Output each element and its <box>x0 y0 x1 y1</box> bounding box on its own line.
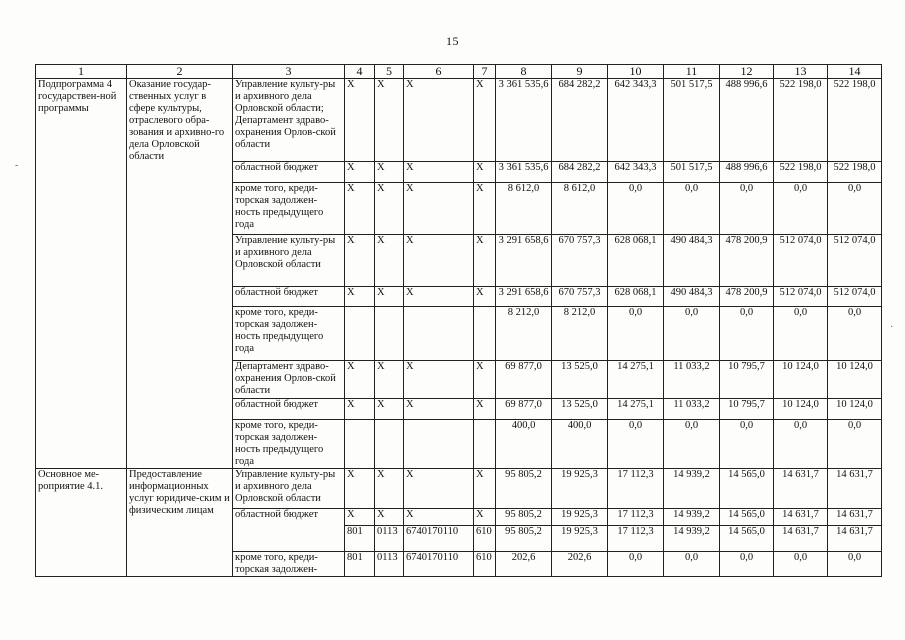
amount-cell: 14 631,7 <box>828 469 882 509</box>
amount-cell: 11 033,2 <box>664 399 720 420</box>
amount-cell: 3 291 658,6 <box>496 287 552 307</box>
amount-cell: 14 565,0 <box>720 469 774 509</box>
amount-cell: 628 068,1 <box>608 235 664 287</box>
funding-source-cell: кроме того, креди-торская задолжен-ность предыдущего года <box>233 183 345 235</box>
budget-code-cell <box>474 307 496 361</box>
amount-cell: 512 074,0 <box>774 287 828 307</box>
amount-cell: 642 343,3 <box>608 162 664 183</box>
budget-code-cell: 801 <box>345 526 375 552</box>
column-header-8: 8 <box>496 65 552 79</box>
amount-cell: 17 112,3 <box>608 509 664 526</box>
amount-cell: 0,0 <box>664 183 720 235</box>
budget-code-cell: X <box>474 361 496 399</box>
budget-code-cell: X <box>375 469 404 509</box>
column-header-12: 12 <box>720 65 774 79</box>
budget-code-cell <box>345 307 375 361</box>
amount-cell: 10 795,7 <box>720 361 774 399</box>
budget-code-cell: X <box>375 399 404 420</box>
amount-cell: 10 124,0 <box>774 361 828 399</box>
amount-cell: 0,0 <box>608 552 664 577</box>
amount-cell: 0,0 <box>720 307 774 361</box>
amount-cell: 512 074,0 <box>828 287 882 307</box>
amount-cell: 0,0 <box>608 307 664 361</box>
amount-cell: 0,0 <box>720 183 774 235</box>
scan-mark: - <box>15 160 19 171</box>
amount-cell: 0,0 <box>828 183 882 235</box>
amount-cell: 0,0 <box>664 307 720 361</box>
amount-cell: 13 525,0 <box>552 399 608 420</box>
amount-cell: 0,0 <box>664 552 720 577</box>
amount-cell: 0,0 <box>608 183 664 235</box>
column-header-9: 9 <box>552 65 608 79</box>
funding-source-cell: областной бюджет <box>233 162 345 183</box>
amount-cell: 11 033,2 <box>664 361 720 399</box>
budget-code-cell: 6740170110 <box>404 526 474 552</box>
program-description-cell: Оказание государ-ственных услуг в сфере культуры, отраслевого обра-зования и архивно-го дела Орловской области <box>127 79 233 469</box>
amount-cell: 69 877,0 <box>496 399 552 420</box>
amount-cell: 3 361 535,6 <box>496 162 552 183</box>
budget-code-cell: X <box>474 399 496 420</box>
amount-cell: 490 484,3 <box>664 235 720 287</box>
column-header-13: 13 <box>774 65 828 79</box>
amount-cell: 0,0 <box>608 420 664 469</box>
amount-cell: 14 631,7 <box>774 526 828 552</box>
amount-cell: 8 612,0 <box>552 183 608 235</box>
budget-code-cell: X <box>375 162 404 183</box>
amount-cell: 501 517,5 <box>664 162 720 183</box>
amount-cell: 0,0 <box>774 420 828 469</box>
amount-cell: 478 200,9 <box>720 287 774 307</box>
budget-code-cell: X <box>404 162 474 183</box>
amount-cell: 14 631,7 <box>774 469 828 509</box>
budget-code-cell: X <box>345 235 375 287</box>
budget-code-cell <box>345 420 375 469</box>
funding-source-cell: Управление культу-ры и архивного дела Орловской области <box>233 469 345 509</box>
amount-cell: 95 805,2 <box>496 526 552 552</box>
budget-code-cell: X <box>345 162 375 183</box>
budget-code-cell: X <box>474 235 496 287</box>
budget-code-cell <box>375 307 404 361</box>
header-row <box>36 65 882 79</box>
budget-code-cell: 610 <box>474 526 496 552</box>
column-header-14: 14 <box>828 65 882 79</box>
amount-cell: 490 484,3 <box>664 287 720 307</box>
budget-code-cell: X <box>474 509 496 526</box>
amount-cell: 522 198,0 <box>774 162 828 183</box>
amount-cell: 14 275,1 <box>608 361 664 399</box>
amount-cell: 522 198,0 <box>774 79 828 162</box>
budget-code-cell <box>375 420 404 469</box>
amount-cell: 8 212,0 <box>496 307 552 361</box>
amount-cell: 0,0 <box>828 420 882 469</box>
budget-code-cell: X <box>375 287 404 307</box>
budget-code-cell: X <box>345 469 375 509</box>
program-cell: Основное ме-роприятие 4.1. <box>36 469 127 577</box>
column-header-1: 1 <box>36 65 127 79</box>
column-header-11: 11 <box>664 65 720 79</box>
budget-code-cell: X <box>474 183 496 235</box>
amount-cell: 0,0 <box>720 420 774 469</box>
page-number: 15 <box>446 34 459 48</box>
amount-cell: 512 074,0 <box>828 235 882 287</box>
amount-cell: 14 631,7 <box>828 526 882 552</box>
column-header-4: 4 <box>345 65 375 79</box>
amount-cell: 202,6 <box>496 552 552 577</box>
budget-code-cell: X <box>404 509 474 526</box>
budget-code-cell: X <box>345 509 375 526</box>
amount-cell: 14 631,7 <box>828 509 882 526</box>
column-header-7: 7 <box>474 65 496 79</box>
amount-cell: 8 612,0 <box>496 183 552 235</box>
budget-code-cell: X <box>474 287 496 307</box>
amount-cell: 670 757,3 <box>552 287 608 307</box>
amount-cell: 0,0 <box>828 552 882 577</box>
funding-source-cell: областной бюджет <box>233 509 345 552</box>
amount-cell: 488 996,6 <box>720 162 774 183</box>
amount-cell: 3 291 658,6 <box>496 235 552 287</box>
budget-code-cell: X <box>404 79 474 162</box>
amount-cell: 10 795,7 <box>720 399 774 420</box>
budget-table <box>35 64 882 577</box>
amount-cell: 14 939,2 <box>664 509 720 526</box>
budget-code-cell: X <box>474 469 496 509</box>
funding-source-cell: областной бюджет <box>233 399 345 420</box>
amount-cell: 642 343,3 <box>608 79 664 162</box>
amount-cell: 19 925,3 <box>552 469 608 509</box>
budget-code-cell: X <box>404 287 474 307</box>
scan-mark: · <box>890 322 894 333</box>
amount-cell: 400,0 <box>496 420 552 469</box>
budget-code-cell: 610 <box>474 552 496 577</box>
program-cell: Подпрограмма 4 государствен-ной программы <box>36 79 127 469</box>
table-row <box>36 79 882 162</box>
amount-cell: 14 565,0 <box>720 509 774 526</box>
amount-cell: 13 525,0 <box>552 361 608 399</box>
funding-source-cell: Управление культу-ры и архивного дела Орловской области; Департамент здраво-охранения Орлов-ской области <box>233 79 345 162</box>
budget-code-cell: X <box>404 399 474 420</box>
amount-cell: 488 996,6 <box>720 79 774 162</box>
amount-cell: 0,0 <box>720 552 774 577</box>
budget-code-cell: 801 <box>345 552 375 577</box>
amount-cell: 95 805,2 <box>496 469 552 509</box>
column-header-5: 5 <box>375 65 404 79</box>
column-header-2: 2 <box>127 65 233 79</box>
budget-code-cell: 6740170110 <box>404 552 474 577</box>
budget-code-cell: X <box>375 79 404 162</box>
column-header-3: 3 <box>233 65 345 79</box>
column-header-6: 6 <box>404 65 474 79</box>
amount-cell: 202,6 <box>552 552 608 577</box>
budget-code-cell: 0113 <box>375 526 404 552</box>
budget-code-cell: 0113 <box>375 552 404 577</box>
budget-code-cell: X <box>404 361 474 399</box>
amount-cell: 512 074,0 <box>774 235 828 287</box>
amount-cell: 501 517,5 <box>664 79 720 162</box>
amount-cell: 14 275,1 <box>608 399 664 420</box>
budget-code-cell: X <box>375 183 404 235</box>
budget-code-cell <box>404 307 474 361</box>
amount-cell: 10 124,0 <box>774 399 828 420</box>
budget-code-cell: X <box>404 235 474 287</box>
column-header-10: 10 <box>608 65 664 79</box>
budget-code-cell <box>474 420 496 469</box>
funding-source-cell: кроме того, креди-торская задолжен-ность предыдущего года <box>233 420 345 469</box>
budget-code-cell: X <box>345 399 375 420</box>
budget-code-cell: X <box>404 469 474 509</box>
amount-cell: 522 198,0 <box>828 162 882 183</box>
amount-cell: 684 282,2 <box>552 79 608 162</box>
amount-cell: 14 631,7 <box>774 509 828 526</box>
budget-code-cell: X <box>375 361 404 399</box>
program-description-cell: Предоставление информационных услуг юридиче-ским и физическим лицам <box>127 469 233 577</box>
amount-cell: 684 282,2 <box>552 162 608 183</box>
budget-code-cell: X <box>375 509 404 526</box>
amount-cell: 17 112,3 <box>608 469 664 509</box>
amount-cell: 0,0 <box>774 307 828 361</box>
budget-code-cell <box>404 420 474 469</box>
table-row <box>36 469 882 509</box>
amount-cell: 19 925,3 <box>552 526 608 552</box>
amount-cell: 0,0 <box>664 420 720 469</box>
amount-cell: 670 757,3 <box>552 235 608 287</box>
amount-cell: 10 124,0 <box>828 399 882 420</box>
funding-source-cell: Управление культу-ры и архивного дела Орловской области <box>233 235 345 287</box>
amount-cell: 17 112,3 <box>608 526 664 552</box>
amount-cell: 14 939,2 <box>664 469 720 509</box>
amount-cell: 0,0 <box>774 552 828 577</box>
funding-source-cell: областной бюджет <box>233 287 345 307</box>
amount-cell: 400,0 <box>552 420 608 469</box>
budget-code-cell: X <box>375 235 404 287</box>
amount-cell: 10 124,0 <box>828 361 882 399</box>
amount-cell: 95 805,2 <box>496 509 552 526</box>
funding-source-cell: кроме того, креди-торская задолжен- <box>233 552 345 577</box>
budget-code-cell: X <box>345 287 375 307</box>
budget-code-cell: X <box>474 162 496 183</box>
amount-cell: 628 068,1 <box>608 287 664 307</box>
amount-cell: 8 212,0 <box>552 307 608 361</box>
amount-cell: 69 877,0 <box>496 361 552 399</box>
amount-cell: 478 200,9 <box>720 235 774 287</box>
budget-code-cell: X <box>345 79 375 162</box>
funding-source-cell: Департамент здраво-охранения Орлов-ской области <box>233 361 345 399</box>
budget-code-cell: X <box>345 361 375 399</box>
funding-source-cell: кроме того, креди-торская задолжен-ность предыдущего года <box>233 307 345 361</box>
amount-cell: 3 361 535,6 <box>496 79 552 162</box>
amount-cell: 522 198,0 <box>828 79 882 162</box>
amount-cell: 0,0 <box>828 307 882 361</box>
budget-code-cell: X <box>345 183 375 235</box>
amount-cell: 19 925,3 <box>552 509 608 526</box>
amount-cell: 14 939,2 <box>664 526 720 552</box>
budget-code-cell: X <box>404 183 474 235</box>
budget-code-cell: X <box>474 79 496 162</box>
amount-cell: 14 565,0 <box>720 526 774 552</box>
amount-cell: 0,0 <box>774 183 828 235</box>
